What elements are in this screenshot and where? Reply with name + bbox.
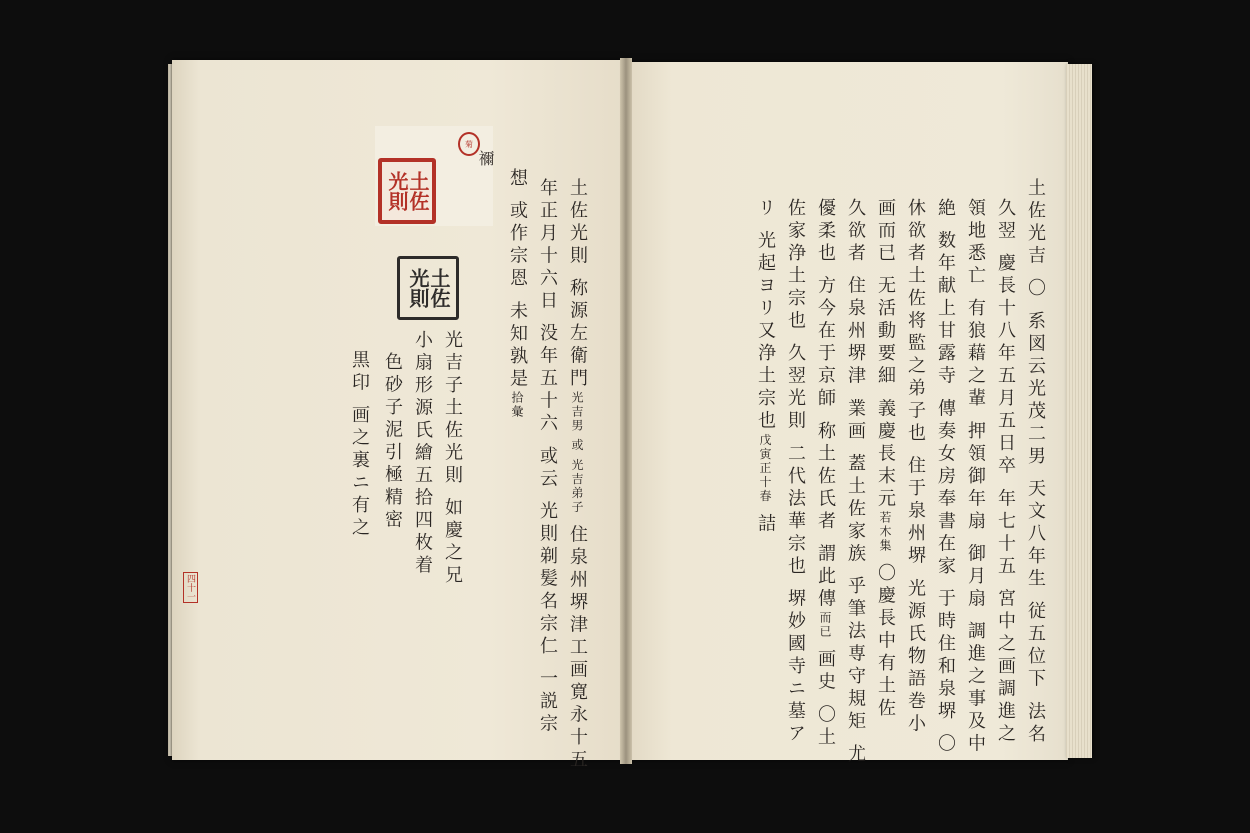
right-page-edges [1066,64,1092,758]
small-red-seal: 菊 [458,132,480,156]
black-seal: 土佐光則 [397,256,459,320]
left-column-6: 色砂子泥引極精密 [382,352,403,532]
right-column-10: リ 光起ヨリ又浄土宗也戊寅正十春 詰 [755,198,776,536]
right-column-2: 久翌 慶長十八年五月五日卒 年七十五 宮中之画調進之 [995,198,1016,747]
right-column-8: 優柔也 方今在于京師 称土佐氏者 謂此傳而已 画史 〇土 [815,198,836,750]
right-column-9: 佐家浄土宗也 久翌光則 二代法華宗也 堺妙國寺ニ墓ア [785,198,806,747]
right-column-1: 土佐光吉 〇 系図云光茂二男 天文八年生 従五位下 法名 [1025,178,1046,747]
left-column-2: 年正月十六日 没年五十六 或云 光則剃髪名宗仁 一説宗 [537,178,558,737]
seal-mark: 禰 [476,150,495,166]
right-column-4: 絶 数年献上甘露寺 傳奏女房奉書在家 于時住和泉堺 〇 [935,198,956,757]
right-column-6: 画而已 无活動要細 義慶長末元若木集 〇慶長中有土佐 [875,198,896,721]
page-number: 四十一 [183,572,198,603]
right-column-3: 領地悉亡 有狼藉之輩 押領御年扇 御月扇 調進之事及中 [965,198,986,757]
left-column-3: 想 或作宗恩 未知孰是拾彙 [507,168,528,419]
left-column-5: 小扇形源氏繪五拾四枚着 [412,330,433,578]
right-column-7: 久欲者 住泉州堺津 業画 蓋土佐家族 乎筆法専守規矩 尤 [845,198,866,767]
left-column-4: 光吉子土佐光則 如慶之兄 [442,330,463,588]
book-gutter [620,58,632,764]
left-column-7: 黒印 画之裏ニ有之 [349,350,370,541]
left-column-1: 土佐光則 称源左衛門光吉男 或 光吉弟子 住泉州堺津工画寛永十五 [567,178,588,773]
right-column-5: 休欲者土佐将監之弟子也 住于泉州堺 光源氏物語巻小 [905,198,926,736]
red-seal: 土佐光則 [378,158,436,224]
